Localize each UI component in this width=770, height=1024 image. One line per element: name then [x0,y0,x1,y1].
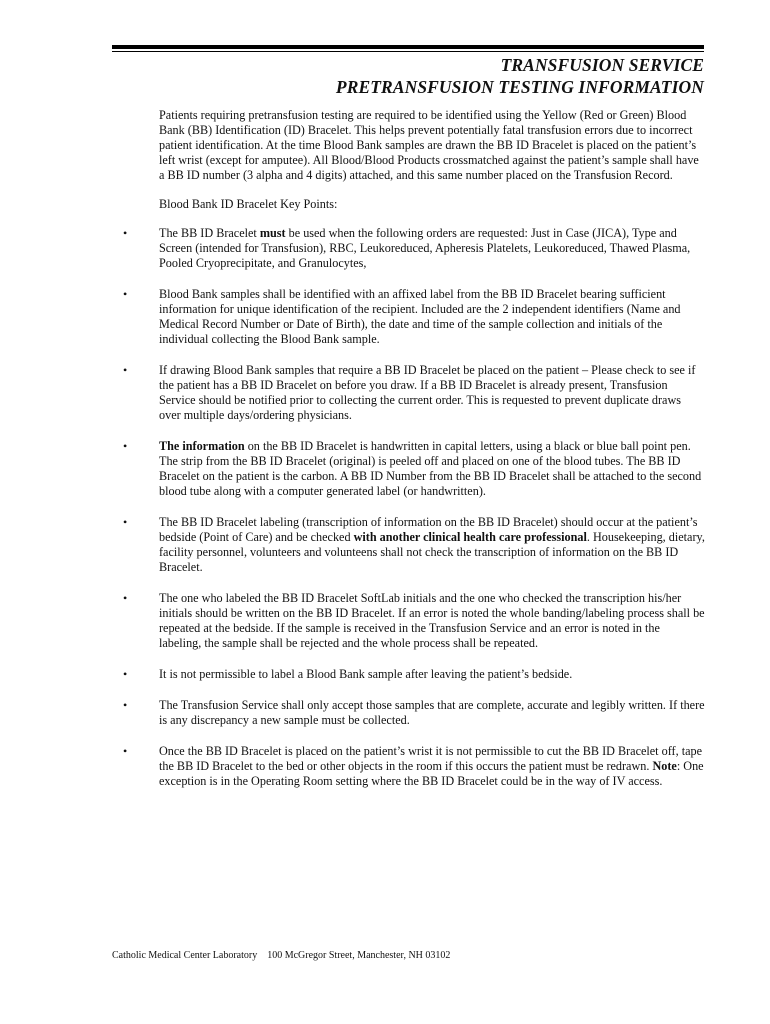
intro-paragraph: Patients requiring pretransfusion testing are required to be identified using the Yellow (Red or Green) Blood Bank (BB) Identification (ID) Bracelet. This helps prevent potentially fatal transfusion errors due to incorrect patient identification. At the time Blood Bank samples are drawn the BB ID Bracelet is placed on the patient’s left wrist (except for amputee). All Blood/Blood Products crossmatched against the patient’s sample shall have a BB ID number (3 alpha and 4 digits) attached, and this same number placed on the Transfusion Record. [159,108,699,182]
bullet-icon: • [123,363,128,377]
bullet-emphasis: Note [652,759,677,773]
bullet-emphasis: The information [159,439,245,453]
bullet-text: The BB ID Bracelet labeling (transcription of information on the BB ID Bracelet) should occur at the patient’s bedside (Point of Care) and be checked [159,515,698,544]
bullet-text: If drawing Blood Bank samples that require a BB ID Bracelet be placed on the patient – Please check to see if the patient has a BB ID Bracelet on before you draw. If a BB ID Bracelet is already present, Transfusion Service should be notified prior to collecting the current order. This is requested to prevent duplicate draws over multiple days/ordering physicians. [159,363,696,422]
footer-address: Catholic Medical Center Laboratory 100 McGregor Street, Manchester, NH 03102 [112,950,451,961]
bullet-text: It is not permissible to label a Blood Bank sample after leaving the patient’s bedside. [159,667,573,681]
header-rule-thin [112,51,704,52]
keypoints-heading: Blood Bank ID Bracelet Key Points: [159,197,338,211]
document-title [336,54,704,98]
bullet-text: Once the BB ID Bracelet is placed on the patient’s wrist it is not permissible to cut the BB ID Bracelet off, tape the BB ID Bracelet to the bed or other objects in the room if this occurs the patient must be redrawn. [159,744,702,773]
document-body [123,108,705,789]
bullet-icon: • [123,667,128,681]
bullet-icon: • [123,439,128,453]
bullet-emphasis: with another clinical health care professional [353,530,587,544]
title-line-1: TRANSFUSION SERVICE [500,55,704,75]
bullet-icon: • [123,515,128,529]
bullet-text-continued: on the BB ID Bracelet is handwritten in capital letters, using a black or blue ball point pen. The strip from the BB ID Bracelet (original) is peeled off and placed on one of the blood tubes. The BB ID Bracelet on the patient is the carbon. A BB ID Number from the BB ID Bracelet shall be attached to the second blood tube along with a computer generated label (or handwritten). [159,439,702,498]
key-points-list [123,226,705,789]
bullet-text: The Transfusion Service shall only accept those samples that are complete, accurate and legibly written. If there is any discrepancy a new sample must be collected. [159,698,705,727]
bullet-text-continued: : One exception is in the Operating Room setting where the BB ID Bracelet could be in the way of IV access. [159,759,704,788]
bullet-emphasis: must [259,226,286,240]
bullet-text: Blood Bank samples shall be identified with an affixed label from the BB ID Bracelet bearing sufficient information for unique identification of the recipient. Included are the 2 independent identifiers (Name and Medical Record Number or Date of Birth), the date and time of the sample collection and initials of the individual collecting the Blood Bank sample. [159,287,681,346]
list-item [123,591,705,651]
list-item [123,744,705,789]
list-item [123,226,705,271]
list-item [123,287,705,347]
list-item [123,515,705,575]
bullet-text-continued: . Housekeeping, dietary, facility personnel, volunteers and volunteens shall not check the transcription of information on the BB ID Bracelet. [159,530,705,574]
bullet-text: The one who labeled the BB ID Bracelet SoftLab initials and the one who checked the transcription his/her initials should be written on the BB ID Bracelet. If an error is noted the whole banding/labeling process shall be repeated at the bedside. If the sample is received in the Transfusion Service and an error is noted in the labeling, the sample shall be rejected and the whole process shall be repeated. [159,591,705,650]
list-item [123,363,705,423]
title-line-2: PRETRANSFUSION TESTING INFORMATION [335,77,704,97]
bullet-text: The BB ID Bracelet [159,226,260,240]
list-item [123,698,705,728]
bullet-icon: • [123,698,128,712]
bullet-icon: • [123,287,128,301]
bullet-text-continued: be used when the following orders are requested: Just in Case (JICA), Type and Screen (intended for Transfusion), RBC, Leukoreduced, Apheresis Platelets, Leukoreduced, Thawed Plasma, Pooled Cryoprecipitate, and Granulocytes, [159,226,691,270]
bullet-icon: • [123,226,128,240]
header-rule-thick [112,45,704,49]
list-item [123,439,705,499]
bullet-icon: • [123,744,128,758]
list-item [123,667,705,682]
bullet-icon: • [123,591,128,605]
